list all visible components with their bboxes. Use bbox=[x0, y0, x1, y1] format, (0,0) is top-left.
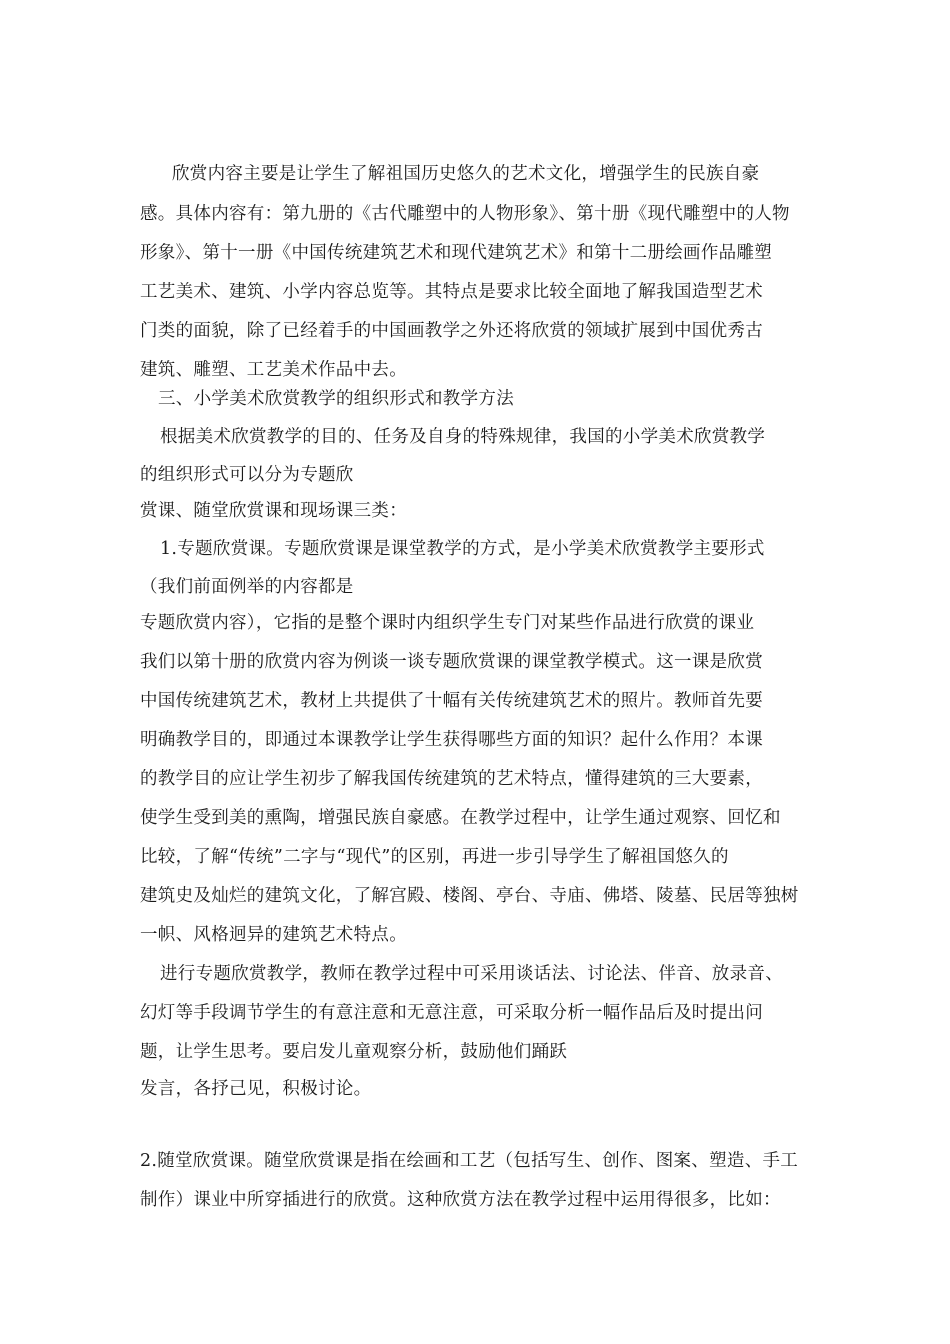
text-line: 制作）课业中所穿插进行的欣赏。这种欣赏方法在教学过程中运用得很多，比如： bbox=[140, 1190, 781, 1210]
text-line: 工艺美术、建筑、小学内容总览等。其特点是要求比较全面地了解我国造型艺术 bbox=[140, 282, 763, 302]
text-line: 欣赏内容主要是让学生了解祖国历史悠久的艺术文化，增强学生的民族自豪 bbox=[172, 164, 760, 184]
text-line: 建筑史及灿烂的建筑文化，了解宫殿、楼阁、亭台、寺庙、佛塔、陵墓、民居等独树 bbox=[140, 886, 799, 906]
text-line: 幻灯等手段调节学生的有意注意和无意注意，可采取分析一幅作品后及时提出问 bbox=[140, 1003, 763, 1023]
text-line: 中国传统建筑艺术，教材上共提供了十幅有关传统建筑艺术的照片。教师首先要 bbox=[140, 691, 763, 711]
text-line: 专题欣赏内容），它指的是整个课时内组织学生专门对某些作品进行欣赏的课业 bbox=[140, 613, 755, 633]
text-line: 明确教学目的，即通过本课教学让学生获得哪些方面的知识？起什么作用？本课 bbox=[140, 730, 763, 750]
text-line: 建筑、雕塑、工艺美术作品中去。 bbox=[140, 360, 407, 380]
section-heading: 三、小学美术欣赏教学的组织形式和教学方法 bbox=[158, 389, 514, 409]
text-line: 进行专题欣赏教学，教师在教学过程中可采用谈话法、讨论法、伴音、放录音、 bbox=[160, 964, 783, 984]
text-line: 我们以第十册的欣赏内容为例谈一谈专题欣赏课的课堂教学模式。这一课是欣赏 bbox=[140, 652, 763, 672]
text-line: 的教学目的应让学生初步了解我国传统建筑的艺术特点，懂得建筑的三大要素， bbox=[140, 769, 763, 789]
text-line: 形象》、第十一册《中国传统建筑艺术和现代建筑艺术》和第十二册绘画作品雕塑 bbox=[140, 243, 773, 263]
text-line: （我们前面例举的内容都是 bbox=[140, 577, 354, 597]
text-line: 一帜、风格迥异的建筑艺术特点。 bbox=[140, 925, 407, 945]
text-line: 发言，各抒己见，积极讨论。 bbox=[140, 1079, 372, 1099]
text-line: 的组织形式可以分为专题欣 bbox=[140, 465, 354, 485]
text-line: 感。具体内容有：第九册的《古代雕塑中的人物形象》、第十册《现代雕塑中的人物 bbox=[140, 204, 790, 224]
text-line: 根据美术欣赏教学的目的、任务及自身的特殊规律，我国的小学美术欣赏教学 bbox=[160, 427, 766, 447]
text-line: 题，让学生思考。要启发儿童观察分析，鼓励他们踊跃 bbox=[140, 1042, 568, 1062]
text-line: 使学生受到美的熏陶，增强民族自豪感。在教学过程中，让学生通过观察、回忆和 bbox=[140, 808, 781, 828]
text-line: 1.专题欣赏课。专题欣赏课是课堂教学的方式，是小学美术欣赏教学主要形式 bbox=[160, 539, 765, 559]
text-line: 门类的面貌，除了已经着手的中国画教学之外还将欣赏的领域扩展到中国优秀古 bbox=[140, 321, 763, 341]
text-line: 比较，了解“传统”二字与“现代”的区别，再进一步引导学生了解祖国悠久的 bbox=[140, 847, 729, 867]
text-line: 2.随堂欣赏课。随堂欣赏课是指在绘画和工艺（包括写生、创作、图案、塑造、手工 bbox=[140, 1151, 799, 1171]
text-line: 赏课、随堂欣赏课和现场课三类： bbox=[140, 501, 407, 521]
